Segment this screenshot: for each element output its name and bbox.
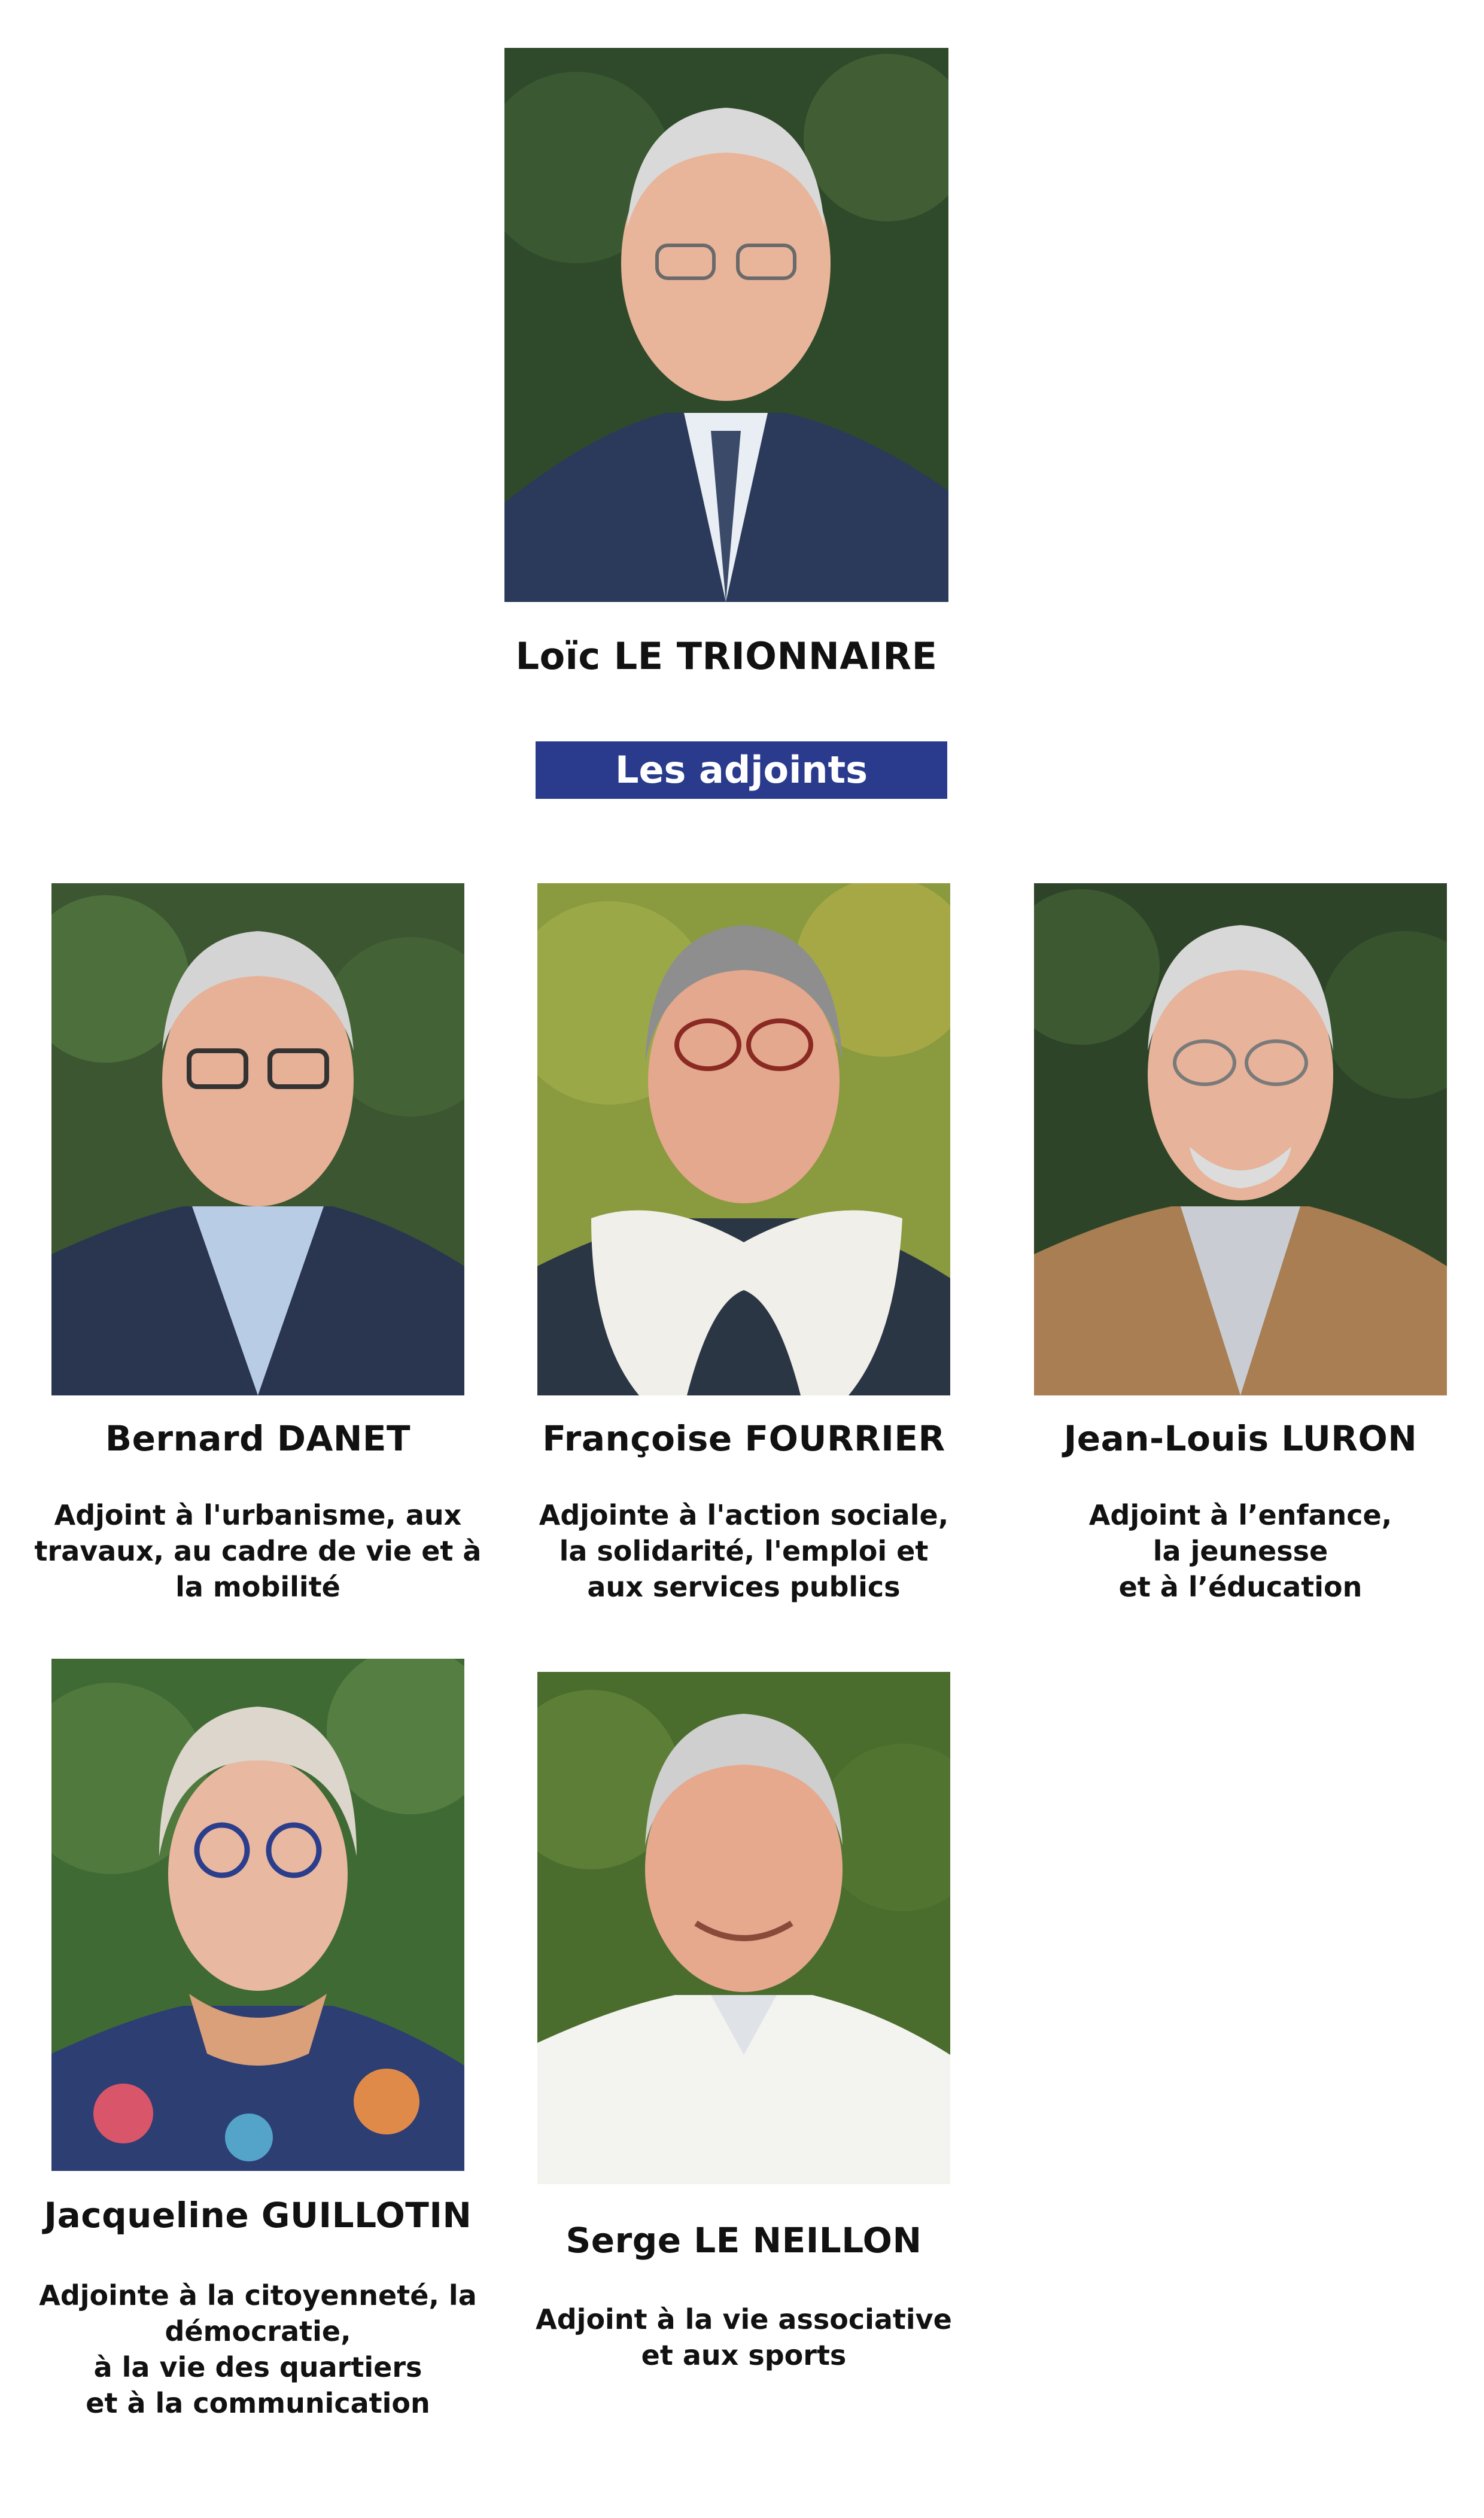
adjoint-role: Adjointe à l'action sociale, la solidarité, l'emploi et aux services publics	[539, 1499, 949, 1603]
adjoint-role: Adjoint à l'urbanisme, aux travaux, au cadre de vie et à la mobilité	[34, 1499, 482, 1603]
mayor-photo	[504, 48, 948, 602]
adjoint-name: Françoise FOURRIER	[542, 1418, 945, 1459]
adjoint-photo-jacqueline-guillotin	[51, 1659, 464, 2171]
mayor-name: Loïc LE TRIONNAIRE	[515, 634, 938, 678]
adjoint-name: Serge LE NEILLON	[565, 2220, 922, 2261]
adjoint-role: Adjoint à l’enfance, la jeunesse et à l’éducation	[1088, 1499, 1392, 1603]
adjoint-name: Jean-Louis LURON	[1063, 1418, 1418, 1459]
adjoint-name: Jacqueline GUILLOTIN	[44, 2195, 472, 2236]
adjoint-photo-bernard-danet	[51, 883, 464, 1395]
adjoint-role: Adjoint à la vie associative et aux sports	[536, 2303, 952, 2371]
adjoint-photo-serge-le-neillon	[537, 1672, 950, 2184]
adjoint-role: Adjointe à la citoyenneté, la démocratie, à la vie des quartiers et à la communication	[39, 2279, 477, 2419]
adjoint-name: Bernard DANET	[105, 1418, 411, 1459]
section-title-banner: Les adjoints	[536, 741, 947, 799]
adjoint-photo-francoise-fourrier	[537, 883, 950, 1395]
adjoint-photo-jean-louis-luron	[1034, 883, 1447, 1395]
